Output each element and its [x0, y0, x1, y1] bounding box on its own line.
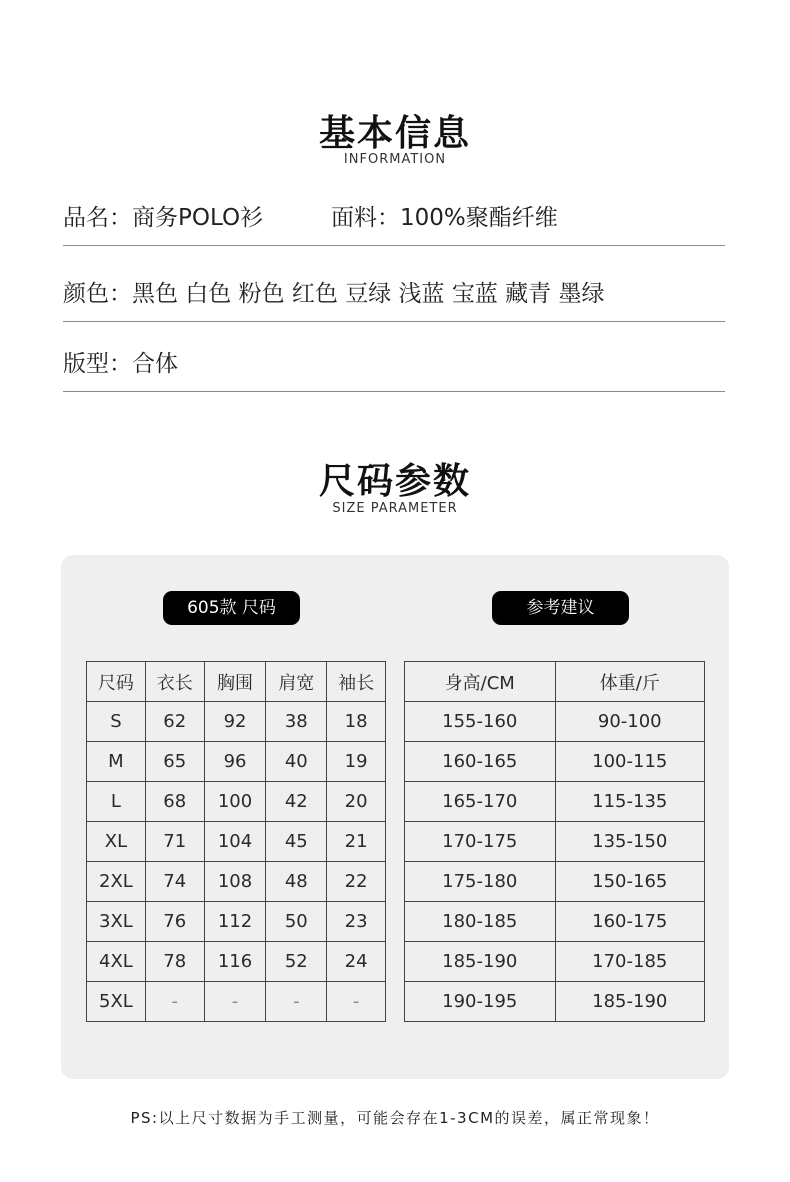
- size-table-cell: 74: [145, 862, 204, 902]
- size-subtitle: SIZE PARAMETER: [332, 501, 458, 516]
- recommend-table-header-cell: 身高/CM: [405, 662, 556, 702]
- recommend-table-cell: 180-185: [405, 902, 556, 942]
- table-row: [405, 782, 705, 822]
- size-table-cell: 45: [266, 822, 327, 862]
- size-table-cell: M: [87, 742, 146, 782]
- size-table-cell: 104: [204, 822, 266, 862]
- size-table-cell: -: [204, 982, 266, 1022]
- material: 面料：100%聚酯纤维: [331, 205, 558, 231]
- size-table-cell: 116: [204, 942, 266, 982]
- size-table-header-cell: 肩宽: [266, 662, 327, 702]
- size-table-cell: L: [87, 782, 146, 822]
- size-table-cell: 42: [266, 782, 327, 822]
- table-row: [87, 862, 386, 902]
- size-table-cell: XL: [87, 822, 146, 862]
- recommend-table-cell: 175-180: [405, 862, 556, 902]
- size-table-cell: 76: [145, 902, 204, 942]
- info-title: 基本信息: [318, 113, 471, 154]
- size-table-cell: 92: [204, 702, 266, 742]
- size-table-cell: 24: [327, 942, 386, 982]
- size-table-cell: 65: [145, 742, 204, 782]
- size-table-cell: 2XL: [87, 862, 146, 902]
- recommend-pill: 参考建议: [492, 591, 629, 625]
- table-row: [87, 782, 386, 822]
- size-table-cell: 21: [327, 822, 386, 862]
- size-table-header-cell: 尺码: [87, 662, 146, 702]
- size-table-cell: 40: [266, 742, 327, 782]
- size-table-cell: S: [87, 702, 146, 742]
- recommend-table-cell: 185-190: [555, 982, 704, 1022]
- footnote: PS:以上尺寸数据为手工测量，可能会存在1-3CM的误差，属正常现象！: [130, 1109, 660, 1127]
- size-table-header-cell: 衣长: [145, 662, 204, 702]
- size-table-cell: 18: [327, 702, 386, 742]
- table-row: [87, 942, 386, 982]
- table-row: [87, 742, 386, 782]
- table-row: [405, 982, 705, 1022]
- size-table-cell: 50: [266, 902, 327, 942]
- recommend-table-cell: 160-175: [555, 902, 704, 942]
- size-table-cell: 52: [266, 942, 327, 982]
- size-table-cell: 108: [204, 862, 266, 902]
- info-row-colors: [63, 261, 725, 322]
- size-table-cell: 68: [145, 782, 204, 822]
- size-pill: 605款 尺码: [163, 591, 300, 625]
- size-table-cell: 5XL: [87, 982, 146, 1022]
- recommend-table-cell: 170-185: [555, 942, 704, 982]
- size-table-cell: 22: [327, 862, 386, 902]
- size-table-cell: -: [327, 982, 386, 1022]
- size-table-cell: -: [145, 982, 204, 1022]
- table-row: [87, 902, 386, 942]
- recommend-table-cell: 190-195: [405, 982, 556, 1022]
- info-row-fit: [63, 331, 725, 392]
- recommend-table-cell: 165-170: [405, 782, 556, 822]
- recommend-table: [404, 661, 705, 1022]
- table-row: [405, 822, 705, 862]
- recommend-table-cell: 135-150: [555, 822, 704, 862]
- size-table-cell: 48: [266, 862, 327, 902]
- size-table-cell: 3XL: [87, 902, 146, 942]
- recommend-table-cell: 90-100: [555, 702, 704, 742]
- table-row: [405, 862, 705, 902]
- size-table-cell: 23: [327, 902, 386, 942]
- table-row: [405, 942, 705, 982]
- size-table-cell: 62: [145, 702, 204, 742]
- recommend-table-cell: 155-160: [405, 702, 556, 742]
- size-table-cell: 78: [145, 942, 204, 982]
- recommend-table-cell: 100-115: [555, 742, 704, 782]
- size-table-cell: 100: [204, 782, 266, 822]
- table-row: [87, 822, 386, 862]
- size-table-cell: 38: [266, 702, 327, 742]
- size-table-cell: 96: [204, 742, 266, 782]
- size-title: 尺码参数: [318, 461, 471, 502]
- product-name: 品名：商务POLO衫: [63, 205, 264, 231]
- size-table-cell: 71: [145, 822, 204, 862]
- recommend-table-cell: 160-165: [405, 742, 556, 782]
- colors: 颜色：黑色 白色 粉色 红色 豆绿 浅蓝 宝蓝 藏青 墨绿: [63, 281, 605, 307]
- recommend-table-cell: 170-175: [405, 822, 556, 862]
- size-table-header-cell: 胸围: [204, 662, 266, 702]
- recommend-table-header-row: [405, 662, 705, 702]
- info-row-product: [63, 185, 725, 246]
- size-table-cell: -: [266, 982, 327, 1022]
- size-table-cell: 112: [204, 902, 266, 942]
- recommend-table-cell: 115-135: [555, 782, 704, 822]
- table-row: [405, 702, 705, 742]
- size-table-cell: 4XL: [87, 942, 146, 982]
- table-row: [405, 742, 705, 782]
- table-row: [87, 702, 386, 742]
- table-row: [405, 902, 705, 942]
- fit: 版型：合体: [63, 351, 178, 377]
- table-row: [87, 982, 386, 1022]
- size-table-header-cell: 袖长: [327, 662, 386, 702]
- info-subtitle: INFORMATION: [343, 152, 447, 167]
- size-table-cell: 20: [327, 782, 386, 822]
- size-table-cell: 19: [327, 742, 386, 782]
- recommend-table-header-cell: 体重/斤: [555, 662, 704, 702]
- recommend-table-cell: 185-190: [405, 942, 556, 982]
- recommend-table-cell: 150-165: [555, 862, 704, 902]
- size-table-header-row: [87, 662, 386, 702]
- size-table: [86, 661, 386, 1022]
